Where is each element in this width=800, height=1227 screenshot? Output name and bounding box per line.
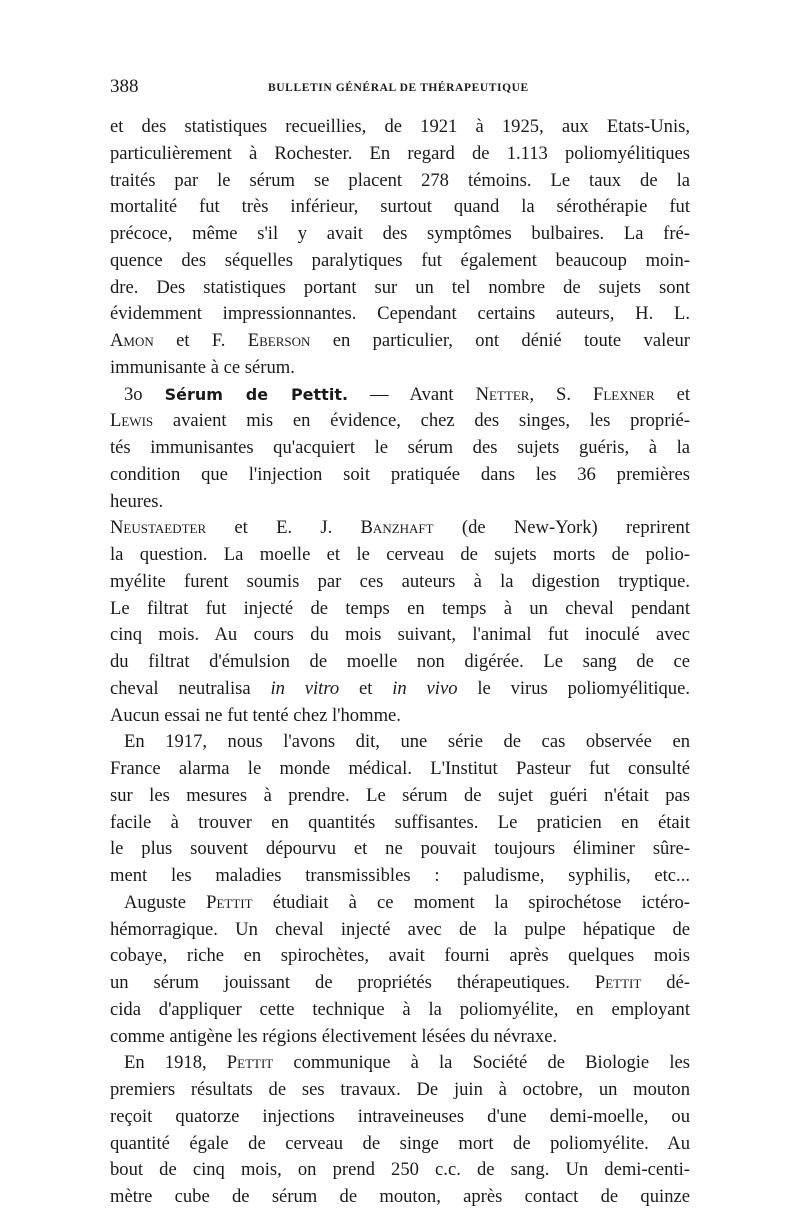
- text-line: immunisante à ce sérum.: [110, 356, 295, 378]
- text-line: [110, 328, 690, 355]
- text-line: heures.: [110, 490, 164, 512]
- text-run: dé-: [641, 972, 690, 993]
- text-run: en particulier, ont dénié toute valeur: [310, 330, 690, 351]
- running-title: BULLETIN GÉNÉRAL DE THÉRAPEUTIQUE: [268, 82, 529, 94]
- text-run: avaient mis en évidence, chez des singes, les proprié-: [153, 410, 690, 432]
- text-run: et F.: [153, 330, 248, 351]
- text-line: tés immunisantes qu'acquiert le sérum des sujets guéris, à la: [110, 437, 690, 458]
- text-line: précoce, même s'il y avait des symptômes bulbaires. La fré-: [110, 223, 690, 244]
- text-run: un sérum jouissant de propriétés thérapeutiques.: [110, 972, 595, 993]
- text-run: cheval neutralisa: [110, 677, 271, 699]
- text-run: et: [339, 677, 393, 699]
- text-line: quantité égale de cerveau de singe mort de poliomyélite. Au: [110, 1132, 690, 1154]
- text-line: En 1917, nous l'avons dit, une série de cas observée en: [124, 731, 690, 753]
- text-line: premiers résultats de ses travaux. De juin à octobre, un mouton: [110, 1079, 690, 1100]
- text-line: [110, 515, 690, 542]
- text-line: Aucun essai ne fut tenté chez l'homme.: [110, 704, 401, 726]
- page-number: 388: [110, 76, 139, 97]
- section-title: Sérum de Pettit.: [164, 384, 349, 404]
- author-name: Amon: [110, 330, 154, 351]
- text-line: quence des séquelles paralytiques fut également beaucoup moin-: [110, 249, 690, 271]
- author-name: Flexner: [593, 383, 655, 405]
- text-run: , S.: [529, 383, 593, 405]
- text-line: la question. La moelle et le cerveau de sujets morts de polio-: [110, 544, 690, 565]
- author-name: Neustaedter: [110, 517, 207, 539]
- text-run: En 1918,: [124, 1052, 227, 1074]
- author-name: Eberson: [247, 330, 311, 351]
- text-line: ment les maladies transmissibles : paludisme, syphilis, etc...: [110, 865, 690, 886]
- text-line: cinq mois. Au cours du mois suivant, l'animal fut inoculé avec: [110, 624, 690, 646]
- author-name: Pettit: [594, 972, 642, 993]
- text-line: [110, 970, 690, 997]
- text-line: hémorragique. Un cheval injecté avec de la pulpe hépatique de: [110, 918, 690, 940]
- text-line: reçoit quatorze injections intraveineuses d'une demi-moelle, ou: [110, 1105, 690, 1127]
- body-text: [110, 114, 690, 1211]
- text-line: mètre cube de sérum de mouton, après contact de quinze: [110, 1186, 690, 1207]
- text-line: [110, 676, 690, 703]
- italic-term: in vivo: [392, 677, 458, 699]
- author-name: Pettit: [206, 891, 253, 913]
- text-line: myélite furent soumis par ces auteurs à la digestion tryptique.: [110, 570, 690, 592]
- text-line: particulièrement à Rochester. En regard de 1.113 poliomyélitiques: [110, 142, 690, 164]
- author-name: Pettit: [226, 1052, 274, 1074]
- text-run: communique à la Société de Biologie les: [273, 1052, 690, 1074]
- text-line: mortalité fut très inférieur, surtout quand la sérothérapie fut: [110, 196, 690, 218]
- text-run: et: [654, 383, 691, 405]
- text-line: cida d'appliquer cette technique à la poliomyélite, en employant: [110, 998, 690, 1020]
- author-name: Banzhaft: [360, 517, 434, 539]
- page-header: [110, 76, 690, 100]
- text-run: Auguste: [124, 891, 207, 913]
- author-name: Netter: [475, 383, 530, 405]
- text-run: étudiait à ce moment la spirochétose ictéro-: [252, 891, 690, 913]
- text-line: condition que l'injection soit pratiquée dans les 36 premières: [110, 463, 690, 485]
- text-line: [110, 408, 690, 435]
- text-line: du filtrat d'émulsion de moelle non digérée. Le sang de ce: [110, 651, 690, 672]
- text-line: facile à trouver en quantités suffisantes. Le praticien en était: [110, 811, 690, 833]
- text-run: et E. J.: [206, 517, 361, 539]
- text-line: dre. Des statistiques portant sur un tel nombre de sujets sont: [110, 276, 690, 298]
- text-run: — Avant: [348, 383, 476, 405]
- section-number: 3o: [124, 383, 165, 405]
- text-line: cobaye, riche en spirochètes, avait fourni après quelques mois: [110, 945, 690, 967]
- text-run: (de New-York) reprirent: [433, 517, 690, 539]
- text-line: [110, 890, 690, 917]
- text-line: et des statistiques recueillies, de 1921 à 1925, aux Etats-Unis,: [110, 116, 690, 137]
- text-line: le plus souvent dépourvu et ne pouvait toujours éliminer sûre-: [110, 838, 690, 860]
- italic-term: in vitro: [270, 677, 340, 699]
- text-line: Le filtrat fut injecté de temps en temps à un cheval pendant: [110, 597, 690, 619]
- text-line: France alarma le monde médical. L'Institut Pasteur fut consulté: [110, 758, 690, 779]
- text-line: comme antigène les régions électivement lésées du névraxe.: [110, 1025, 558, 1047]
- text-line: bout de cinq mois, on prend 250 c.c. de sang. Un demi-centi-: [110, 1159, 690, 1181]
- text-line: traités par le sérum se placent 278 témoins. Le taux de la: [110, 169, 690, 191]
- section-heading-line: [110, 382, 690, 409]
- text-run: le virus poliomyélitique.: [457, 677, 690, 699]
- text-line: évidemment impressionnantes. Cependant certains auteurs, H. L.: [110, 303, 690, 325]
- text-line: [110, 1050, 690, 1077]
- text-line: sur les mesures à prendre. Le sérum de sujet guéri n'était pas: [110, 784, 690, 806]
- author-name: Lewis: [110, 410, 154, 432]
